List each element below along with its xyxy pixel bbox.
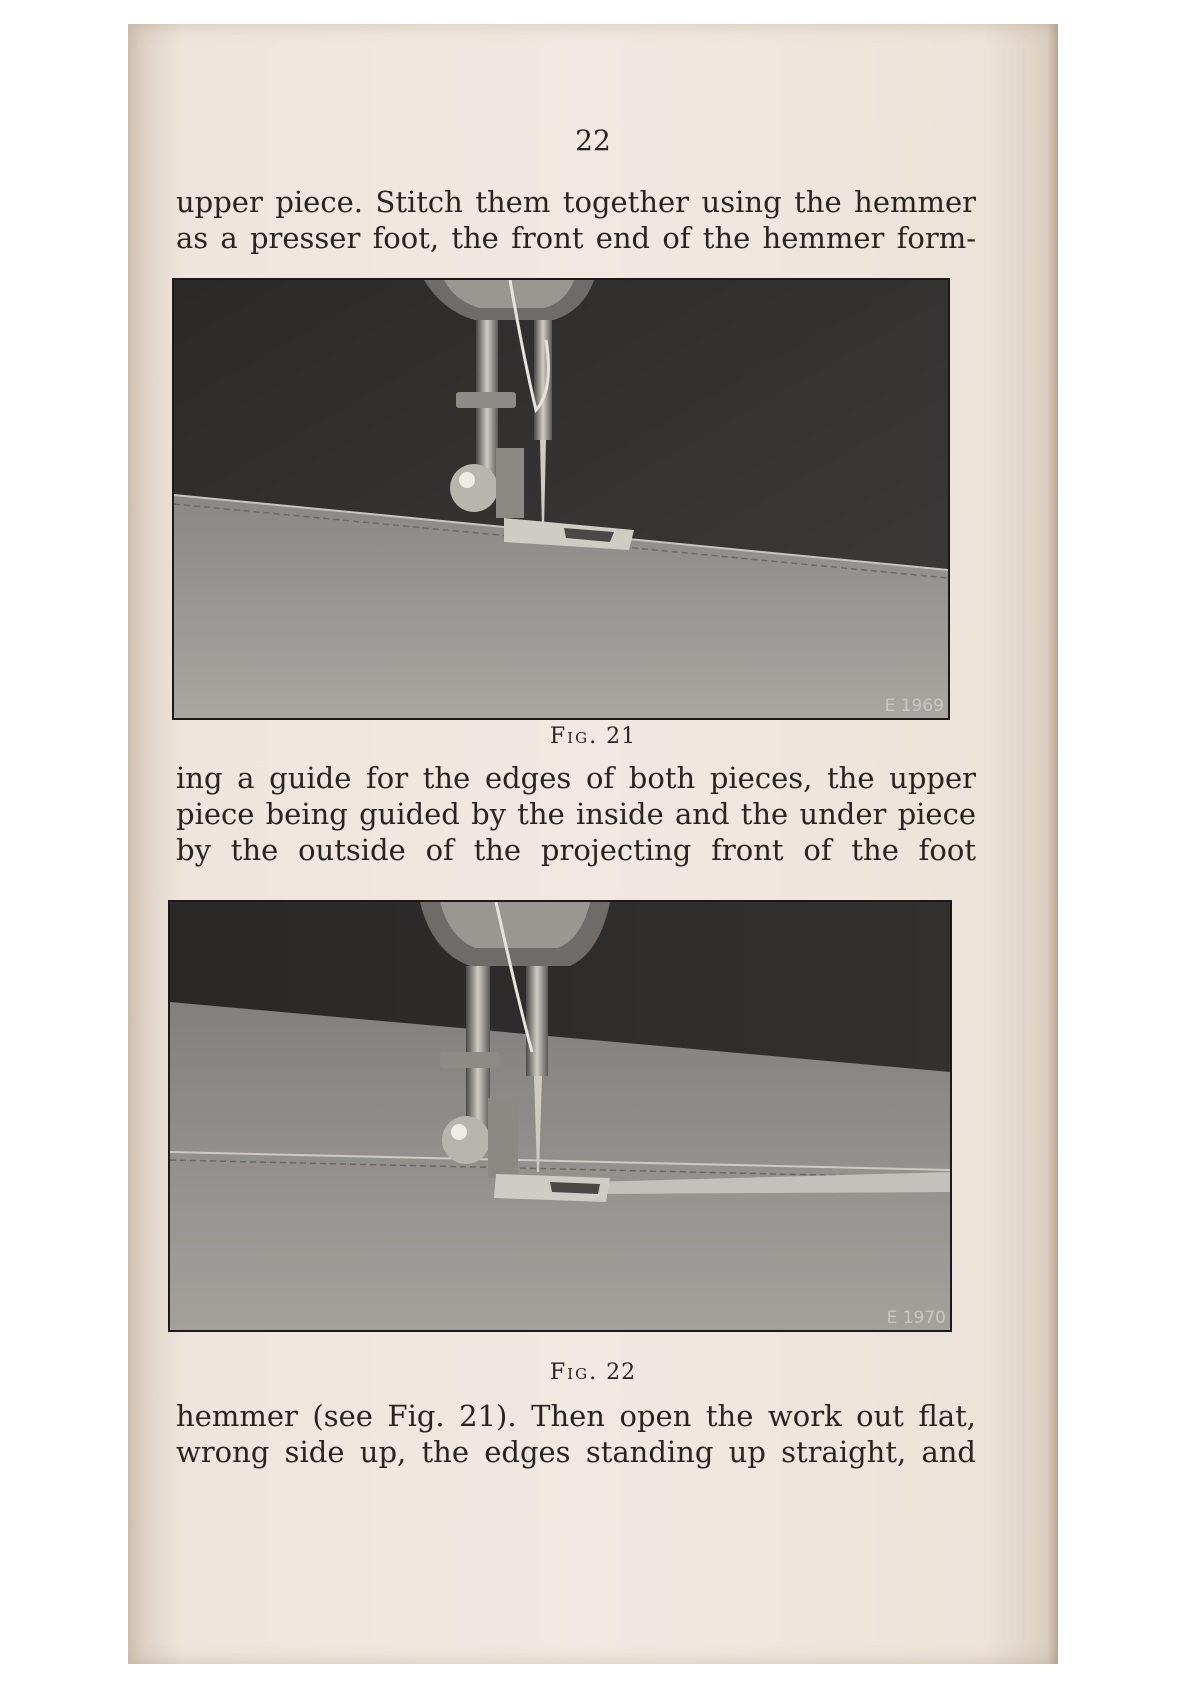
text-line: hemmer (see Fig. 21). Then open the work out flat, [176,1399,976,1433]
text-line: as a presser foot, the front end of the hemmer form- [176,221,976,255]
figure-number: 22 [606,1360,637,1385]
figure-22-caption [128,1360,1058,1385]
page-edge-shadow [1048,24,1058,1664]
book-page [128,24,1058,1664]
figure-22-photo [168,900,952,1332]
figure-21-photo [172,278,950,720]
paragraph-3 [176,1398,976,1470]
figure-label: Fig. [549,1360,599,1385]
paragraph-1 [176,184,976,256]
text-line: upper piece. Stitch them together using the hemmer [176,185,976,219]
figure-label: Fig. [549,724,599,749]
figure-22-code: E 1970 [886,1308,946,1328]
text-line: ing a guide for the edges of both pieces, the upper [176,761,976,795]
text-line: piece being guided by the inside and the under piece [176,797,976,831]
sewing-machine-hemmer-illustration [174,280,948,718]
figure-21-code: E 1969 [884,696,944,716]
text-line: by the outside of the projecting front of the foot [176,833,976,867]
figure-number: 21 [606,724,637,749]
figure-21-caption [128,724,1058,749]
page-number: 22 [575,124,611,157]
paragraph-2 [176,760,976,868]
sewing-machine-flat-fell-illustration [170,902,950,1330]
text-line: wrong side up, the edges standing up straight, and [176,1435,976,1469]
